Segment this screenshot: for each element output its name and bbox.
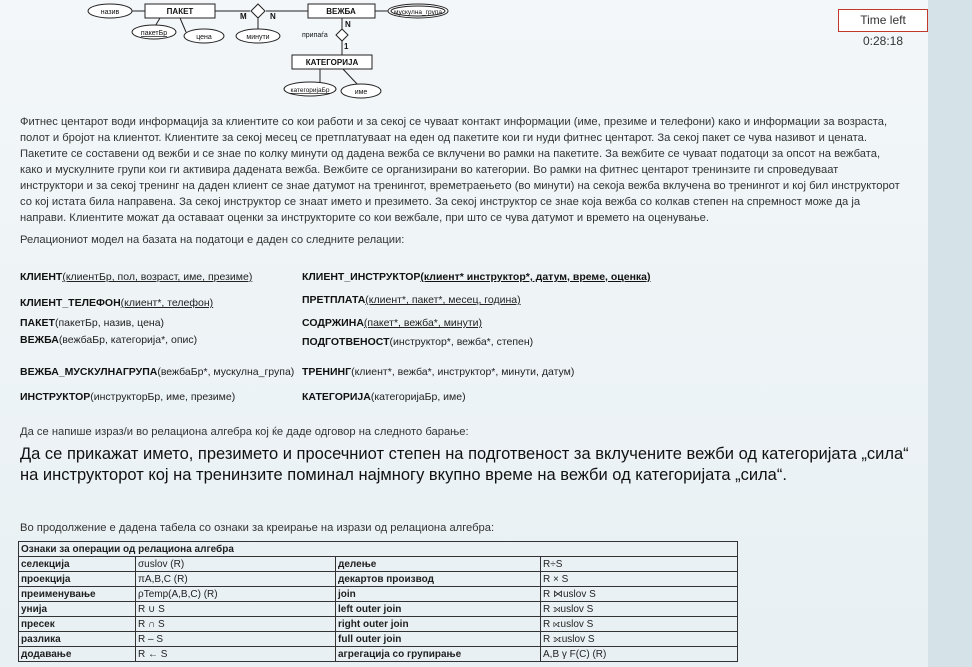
op-name: агрегација со групирање: [336, 647, 541, 662]
op-symbol: ρTemp(A,B,C) (R): [136, 587, 336, 602]
relationship-diamond-pripagja: [336, 29, 348, 41]
attr-muskulna-grupa-label: мускулна_група: [394, 9, 442, 16]
relationship-diamond-sodrzina: [251, 4, 265, 18]
attr-naziv-label: назив: [100, 9, 120, 16]
attr-minuti-label: минути: [246, 34, 270, 41]
op-symbol: R ⋈uslov S: [541, 587, 738, 602]
op-name: делење: [336, 557, 541, 572]
op-name: преименување: [19, 587, 136, 602]
op-symbol: πA,B,C (R): [136, 572, 336, 587]
op-symbol: R ∩ S: [136, 617, 336, 632]
relation-klient-telefon: КЛИЕНТ_ТЕЛЕФОН(клиент*, телефон): [20, 297, 214, 309]
op-name: унија: [19, 602, 136, 617]
table-row: [19, 632, 738, 647]
table-header: Ознаки за операции од релациона алгебра: [19, 542, 738, 557]
table-row: [19, 617, 738, 632]
attr-cena-label: цена: [196, 34, 212, 41]
relation-vezba-muskulnagrupa: ВЕЖБА_МУСКУЛНАГРУПА(вежбаБр*, мускулна_група): [20, 366, 295, 378]
entity-vezba-label: ВЕЖБА: [326, 7, 356, 16]
op-symbol: R÷S: [541, 557, 738, 572]
entity-kategorija-label: КАТЕГОРИЈА: [305, 58, 359, 67]
table-intro: Во продолжение е дадена табела со ознаки за креирање на изрази од релациона алгебра:: [20, 522, 495, 534]
op-name: декартов производ: [336, 572, 541, 587]
er-diagram: [80, 0, 460, 100]
op-symbol: σuslov (R): [136, 557, 336, 572]
op-symbol: R ⟖uslov S: [541, 617, 738, 632]
relation-kategorija: КАТЕГОРИЈА(категоријаБр, име): [302, 391, 466, 403]
table-row: [19, 572, 738, 587]
task-intro: Да се напише израз/и во релациона алгебра кој ќе даде одговор на следното барање:: [20, 426, 469, 438]
op-name: разлика: [19, 632, 136, 647]
relation-sodrzina: СОДРЖИНА(пакет*, вежба*, минути): [302, 317, 483, 329]
cardinality-n: N: [270, 12, 276, 21]
table-row: [19, 557, 738, 572]
relation-paket: ПАКЕТ(пакетБр, назив, цена): [20, 317, 165, 329]
table-row: [19, 647, 738, 662]
cardinality-m: M: [240, 12, 247, 21]
attr-kategorijabr-label: категоријаБр: [290, 87, 330, 94]
description-paragraph: Фитнес центарот води информација за клиентите со кои работи и за секој се чуваат контакт информации (име, презиме и телефони) како и информации за возраста, полот и бројот на клиентот. Клиентите за секој месец се претплатуваат на еден од пакетите кои ги нуди фитнес центарот. За секој пакет се чува називот и цената. Пакетите се составени од вежби и се знае по колку минути од дадена вежба се вклучени во рамки на пакетите. За вежбите се чуваат податоци за опсот на вежбата, како и мускулните групи кои ги активира дадената вежба. Вежбите се организирани во категории. Во рамки на фитнес центарот тренинзите ги спроведуваат инструктори и за секој тренинг на даден клиент се знае датумот на тренингот, времетраењето (во минути) на секоја вежба вклучена во тренингот и кој бил инструкторот со кој истата била направена. За секој инструктор се знаат името и презимето. За секој инструктор се знае која вежба со колкав степен на спремност може да ја направи. Клиентите можат да оставаат оценки за инструкторите со кои вежбале, при што се чува датумот и времето на оценување.: [20, 116, 900, 224]
relation-klient: КЛИЕНТ(клиентБр, пол, возраст, име, презиме): [20, 271, 253, 283]
op-name: full outer join: [336, 632, 541, 647]
op-symbol: R × S: [541, 572, 738, 587]
relation-klient-instruktor: КЛИЕНТ_ИНСТРУКТОР(клиент* инструктор*, датум, време, оценка): [302, 271, 651, 283]
op-symbol: A,B γ F(C) (R): [541, 647, 738, 662]
op-symbol: R – S: [136, 632, 336, 647]
op-name: right outer join: [336, 617, 541, 632]
op-symbol: R ∪ S: [136, 602, 336, 617]
op-name: пресек: [19, 617, 136, 632]
scrollbar-area[interactable]: [928, 0, 972, 667]
relation-podgotvenost: ПОДГОТВЕНОСТ(инструктор*, вежба*, степен): [302, 336, 534, 348]
op-name: left outer join: [336, 602, 541, 617]
attr-ime-label: име: [354, 89, 368, 96]
table-row: [19, 602, 738, 617]
attr-paketbr-label: пакетБр: [140, 30, 168, 37]
relation-trening: ТРЕНИНГ(клиент*, вежба*, инструктор*, минути, датум): [302, 366, 575, 378]
relation-pretplata: ПРЕТПЛАТА(клиент*, пакет*, месец, година): [302, 294, 521, 306]
op-symbol: R ← S: [136, 647, 336, 662]
cardinality-1: 1: [344, 42, 349, 51]
op-name: селекција: [19, 557, 136, 572]
operations-table: [18, 541, 738, 662]
relationship-label: припаѓа: [302, 32, 328, 39]
op-name: join: [336, 587, 541, 602]
entity-paket-label: ПАКЕТ: [166, 7, 194, 16]
op-symbol: R ⟗uslov S: [541, 632, 738, 647]
relation-vezba: ВЕЖБА(вежбаБр, категорија*, опис): [20, 334, 198, 346]
relations-intro: Релациониот модел на базата на податоци е даден со следните релации:: [20, 234, 405, 246]
op-name: додавање: [19, 647, 136, 662]
op-symbol: R ⟕uslov S: [541, 602, 738, 617]
op-name: проекција: [19, 572, 136, 587]
relation-instruktor: ИНСТРУКТОР(инструкторБр, име, презиме): [20, 391, 236, 403]
cardinality-n2: N: [345, 20, 351, 29]
table-row: [19, 587, 738, 602]
question-text: Да се прикажат името, презимето и просечниот степен на подготвеност за вклучените вежби од категоријата „сила“ на инструкторот кој на тренинзите поминал најмногу вкупно време на вежби од категоријата „сила“.: [20, 445, 909, 484]
exam-timer: Time left 0:28:18: [838, 9, 928, 32]
